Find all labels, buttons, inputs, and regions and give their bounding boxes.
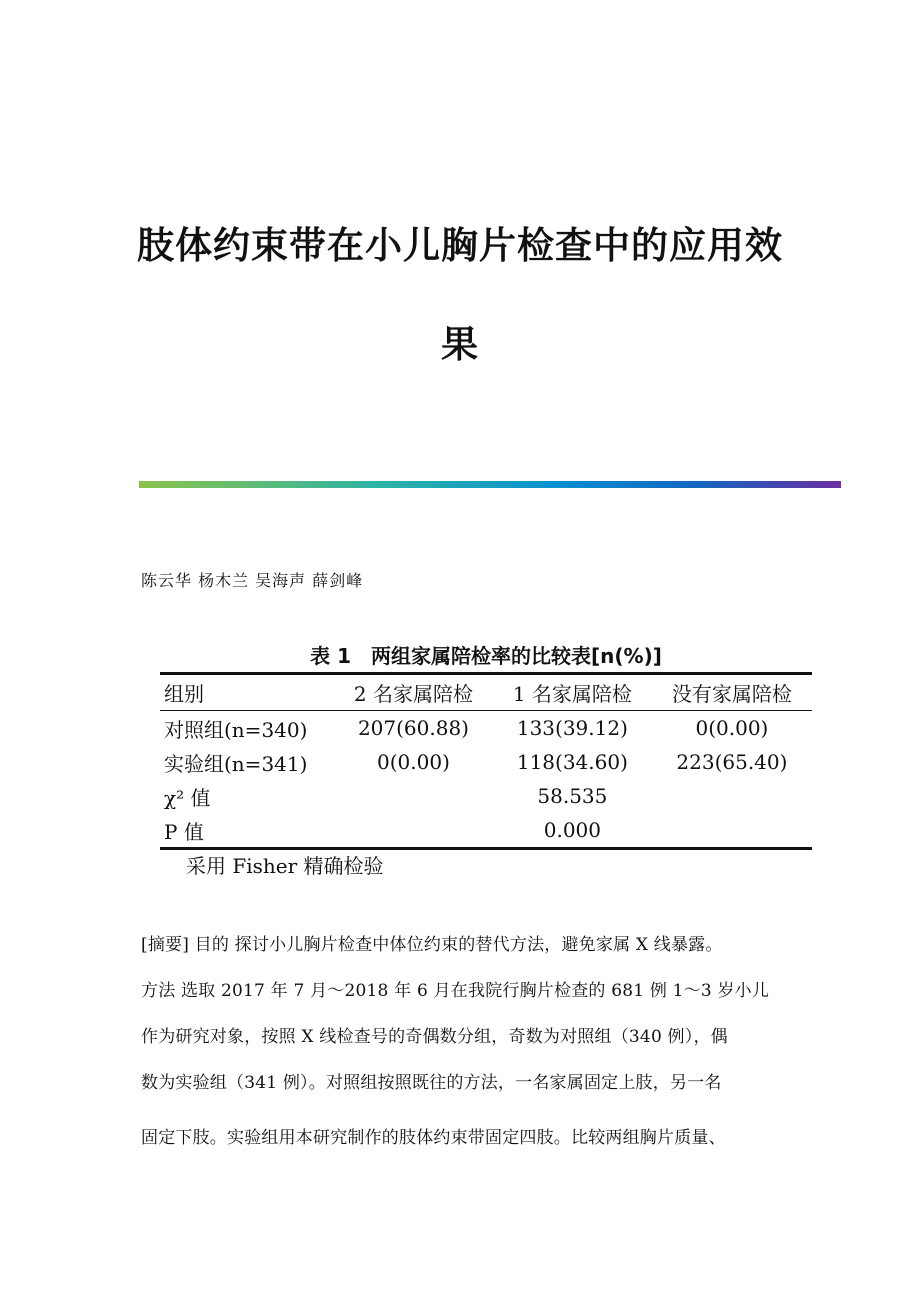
table-row-label: 实验组(n=341)	[164, 751, 308, 776]
table-row-label: 对照组(n=340)	[164, 717, 308, 742]
table-footnote: 采用 Fisher 精确检验	[186, 854, 384, 878]
abstract-line: [摘要] 目的 探讨小儿胸片检查中体位约束的替代方法，避免家属 X 线暴露。	[141, 935, 723, 955]
paper-title-line-1: 肢体约束带在小儿胸片检查中的应用效	[137, 223, 783, 267]
table-header-cell: 没有家属陪检	[671, 682, 792, 706]
comparison-table	[160, 672, 812, 850]
table-row-label: χ² 值	[164, 785, 211, 810]
table-cell: 0(0.00)	[695, 716, 769, 740]
table-cell: 0.000	[543, 818, 602, 842]
table-header-row	[160, 674, 812, 711]
decorative-gradient-divider	[139, 481, 841, 488]
table-cell: 118(34.60)	[516, 750, 628, 774]
table-cell: 133(39.12)	[516, 716, 628, 740]
abstract-line: 作为研究对象，按照 X 线检查号的奇偶数分组，奇数为对照组（340 例），偶	[141, 1027, 728, 1047]
table-cell: 58.535	[537, 784, 608, 808]
table-row	[160, 813, 812, 849]
table-cell	[334, 779, 493, 813]
table-row	[160, 779, 812, 813]
abstract-line: 数为实验组（341 例）。对照组按照既往的方法，一名家属固定上肢，另一名	[141, 1073, 722, 1093]
table-cell	[652, 813, 812, 849]
table-cell	[334, 813, 493, 849]
author-list: 陈云华 杨木兰 吴海声 薛剑峰	[141, 571, 364, 590]
abstract-line: 方法 选取 2017 年 7 月～2018 年 6 月在我院行胸片检查的 681 例 1～3 岁小儿	[141, 981, 770, 1001]
table-caption: 表 1 两组家属陪检率的比较表[n(%)]	[310, 644, 662, 668]
table-header-cell: 1 名家属陪检	[512, 682, 632, 706]
table-row	[160, 711, 812, 746]
abstract-line: 固定下肢。实验组用本研究制作的肢体约束带固定四肢。比较两组胸片质量、	[141, 1128, 726, 1148]
table-header-cell: 2 名家属陪检	[353, 682, 473, 706]
table-cell: 207(60.88)	[357, 716, 469, 740]
table-header-cell: 组别	[164, 682, 204, 706]
paper-title-line-2: 果	[441, 322, 479, 366]
table-row	[160, 745, 812, 779]
table-row-label: P 值	[164, 819, 204, 844]
table-cell	[652, 779, 812, 813]
table-cell: 0(0.00)	[377, 750, 450, 774]
table-cell: 223(65.40)	[676, 750, 788, 774]
